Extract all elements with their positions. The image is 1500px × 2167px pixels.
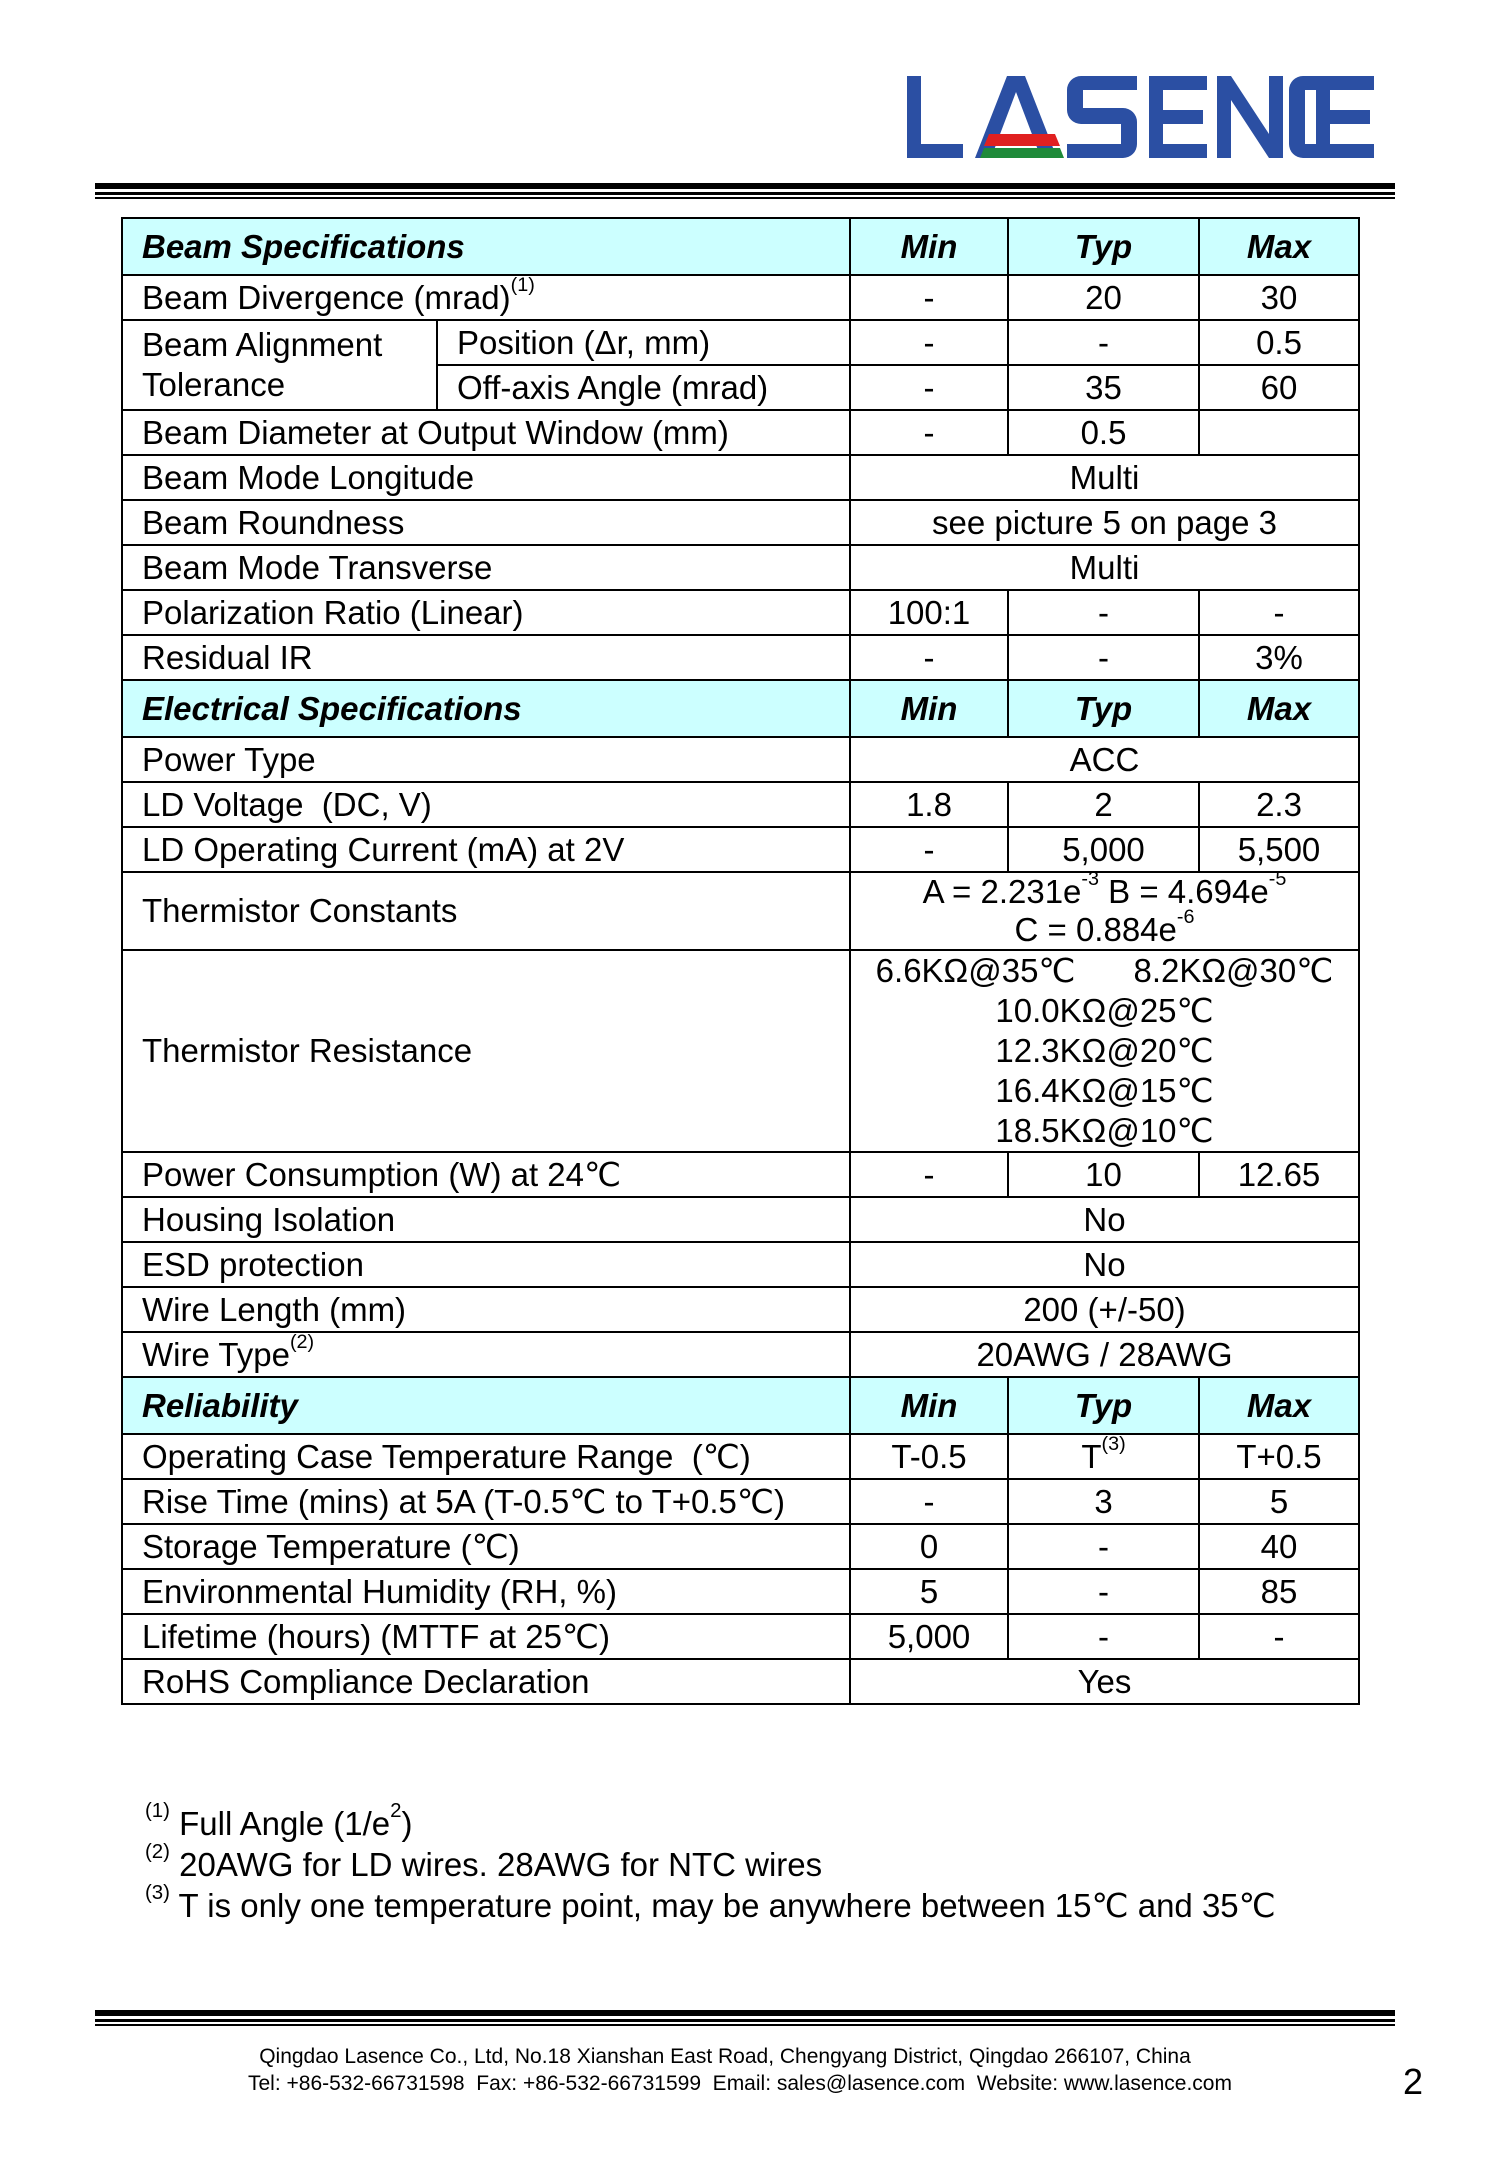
table-row: [122, 635, 1359, 680]
cell-min: -: [850, 275, 1008, 320]
cell-value: No: [850, 1242, 1359, 1287]
footnote-1: $^{(1)}$ Full Angle $(1/e^2)$: [145, 1798, 413, 1842]
cell-max: T+0.5: [1199, 1434, 1359, 1479]
table-row: [122, 782, 1359, 827]
col-typ: Typ: [1008, 1377, 1199, 1434]
specifications-table: [121, 217, 1360, 1705]
cell-typ: -: [1008, 590, 1199, 635]
cell-min: 100:1: [850, 590, 1008, 635]
cell-typ: $T^{(3)}$: [1008, 1434, 1199, 1479]
table-row: [122, 737, 1359, 782]
col-max: Max: [1199, 1377, 1359, 1434]
cell-max: 2.3: [1199, 782, 1359, 827]
row-label: Storage Temperature (℃): [122, 1524, 850, 1569]
table-row: [122, 1242, 1359, 1287]
footer-contact: Tel: +86-532-66731598 Fax: +86-532-66731599 Email: sales@lasence.com Website: www.lasence.com: [248, 2072, 1232, 2095]
cell-typ: -: [1008, 635, 1199, 680]
col-typ: Typ: [1008, 218, 1199, 275]
footer-address: Qingdao Lasence Co., Ltd, No.18 Xianshan East Road, Chengyang District, Qingdao 266107, China: [259, 2045, 1191, 2068]
cell-value: 20AWG / 28AWG: [850, 1332, 1359, 1377]
cell-value: Yes: [850, 1659, 1359, 1704]
cell-min: 5,000: [850, 1614, 1008, 1659]
cell-typ: 20: [1008, 275, 1199, 320]
table-row: [122, 410, 1359, 455]
footer: [0, 2043, 1500, 2097]
col-min: Min: [850, 1377, 1008, 1434]
cell-min: -: [850, 1479, 1008, 1524]
cell-typ: -: [1008, 1569, 1199, 1614]
cell-value: No: [850, 1197, 1359, 1242]
col-max: Max: [1199, 218, 1359, 275]
cell-value: see picture 5 on page 3: [850, 500, 1359, 545]
cell-max: [1199, 410, 1359, 455]
thermistor-constants-value: $A = 2.231e^{-3}$ $B = 4.694e^{-5}$ $C = 0.884e^{-6}$: [850, 872, 1359, 950]
footnote-3: $^{(3)}$ T is only one temperature point, may be anywhere between 15℃ and 35℃: [145, 1880, 1276, 1924]
footer-rule: [95, 2010, 1395, 2026]
row-label: Beam Diameter at Output Window (mm): [122, 410, 850, 455]
cell-max: 5: [1199, 1479, 1359, 1524]
table-row: [122, 455, 1359, 500]
row-label: LD Voltage (DC, V): [122, 782, 850, 827]
table-row: [122, 1197, 1359, 1242]
row-label: Lifetime (hours) (MTTF at 25℃): [122, 1614, 850, 1659]
cell-value: ACC: [850, 737, 1359, 782]
cell-typ: 10: [1008, 1152, 1199, 1197]
table-row: [122, 500, 1359, 545]
section-title: Electrical Specifications: [122, 680, 850, 737]
cell-value: Multi: [850, 455, 1359, 500]
cell-typ: 0.5: [1008, 410, 1199, 455]
row-label: Housing Isolation: [122, 1197, 850, 1242]
cell-min: 0: [850, 1524, 1008, 1569]
cell-min: 5: [850, 1569, 1008, 1614]
thermistor-resistance-value: 6.6KΩ@35℃ 8.2KΩ@30℃ 10.0KΩ@25℃ 12.3KΩ@20℃ 16.4KΩ@15℃ 18.5KΩ@10℃: [850, 950, 1359, 1152]
cell-min: -: [850, 1152, 1008, 1197]
table-row: [122, 590, 1359, 635]
table-row: [122, 1332, 1359, 1377]
cell-min: -: [850, 365, 1008, 410]
cell-min: 1.8: [850, 782, 1008, 827]
company-logo: [905, 72, 1375, 162]
table-row: [122, 950, 1359, 1152]
table-row: [122, 1659, 1359, 1704]
table-row: [122, 827, 1359, 872]
cell-max: 40: [1199, 1524, 1359, 1569]
row-label: Beam Alignment Tolerance: [122, 320, 437, 410]
cell-max: 0.5: [1199, 320, 1359, 365]
logo-final-e: [1312, 72, 1376, 162]
cell-max: 60: [1199, 365, 1359, 410]
cell-min: T-0.5: [850, 1434, 1008, 1479]
row-label: Beam Roundness: [122, 500, 850, 545]
section-title: Beam Specifications: [122, 218, 850, 275]
cell-typ: 2: [1008, 782, 1199, 827]
cell-max: 12.65: [1199, 1152, 1359, 1197]
row-label: LD Operating Current (mA) at 2V: [122, 827, 850, 872]
sub-label: Off-axis Angle (mrad): [437, 365, 850, 410]
cell-max: 5,500: [1199, 827, 1359, 872]
row-label: Wire Type$^{(2)}$: [122, 1332, 850, 1377]
reliability-section-header: [122, 1377, 1359, 1434]
row-label: Beam Mode Transverse: [122, 545, 850, 590]
cell-value: 200 (+/-50): [850, 1287, 1359, 1332]
row-label: Rise Time (mins) at 5A (T-0.5℃ to T+0.5℃): [122, 1479, 850, 1524]
cell-min: -: [850, 635, 1008, 680]
cell-typ: -: [1008, 320, 1199, 365]
col-min: Min: [850, 218, 1008, 275]
row-label: Wire Length (mm): [122, 1287, 850, 1332]
table-row: [122, 545, 1359, 590]
page-number: 2: [1403, 2061, 1424, 2102]
table-row: [122, 1434, 1359, 1479]
row-label: ESD protection: [122, 1242, 850, 1287]
table-row: [122, 275, 1359, 320]
row-label: RoHS Compliance Declaration: [122, 1659, 850, 1704]
row-label: Power Type: [122, 737, 850, 782]
cell-typ: 5,000: [1008, 827, 1199, 872]
cell-typ: 35: [1008, 365, 1199, 410]
row-label: Thermistor Resistance: [122, 950, 850, 1152]
sub-label: Position (Δr, mm): [437, 320, 850, 365]
table-row: [122, 872, 1359, 950]
cell-max: -: [1199, 590, 1359, 635]
cell-max: 30: [1199, 275, 1359, 320]
cell-max: 3%: [1199, 635, 1359, 680]
row-label: Thermistor Constants: [122, 872, 850, 950]
cell-typ: -: [1008, 1524, 1199, 1569]
row-label: Residual IR: [122, 635, 850, 680]
cell-typ: 3: [1008, 1479, 1199, 1524]
electrical-section-header: [122, 680, 1359, 737]
table-row: [122, 320, 1359, 365]
beam-section-header: [122, 218, 1359, 275]
cell-min: -: [850, 827, 1008, 872]
cell-value: Multi: [850, 545, 1359, 590]
footnotes: [145, 1798, 1276, 1926]
col-min: Min: [850, 680, 1008, 737]
col-typ: Typ: [1008, 680, 1199, 737]
cell-max: -: [1199, 1614, 1359, 1659]
row-label: Polarization Ratio (Linear): [122, 590, 850, 635]
row-label: Environmental Humidity (RH, %): [122, 1569, 850, 1614]
table-row: [122, 1524, 1359, 1569]
table-row: [122, 1287, 1359, 1332]
table-row: [122, 1479, 1359, 1524]
table-row: [122, 1152, 1359, 1197]
row-label: Power Consumption (W) at 24℃: [122, 1152, 850, 1197]
row-label: Beam Divergence (mrad)$^{(1)}$: [122, 275, 850, 320]
row-label: Operating Case Temperature Range (℃): [122, 1434, 850, 1479]
cell-typ: -: [1008, 1614, 1199, 1659]
col-max: Max: [1199, 680, 1359, 737]
table-row: [122, 1614, 1359, 1659]
cell-min: -: [850, 410, 1008, 455]
section-title: Reliability: [122, 1377, 850, 1434]
table-row: [122, 1569, 1359, 1614]
row-label: Beam Mode Longitude: [122, 455, 850, 500]
header-rule: [95, 183, 1395, 199]
cell-max: 85: [1199, 1569, 1359, 1614]
cell-min: -: [850, 320, 1008, 365]
footnote-2: $^{(2)}$ 20AWG for LD wires. 28AWG for NTC wires: [145, 1839, 823, 1883]
